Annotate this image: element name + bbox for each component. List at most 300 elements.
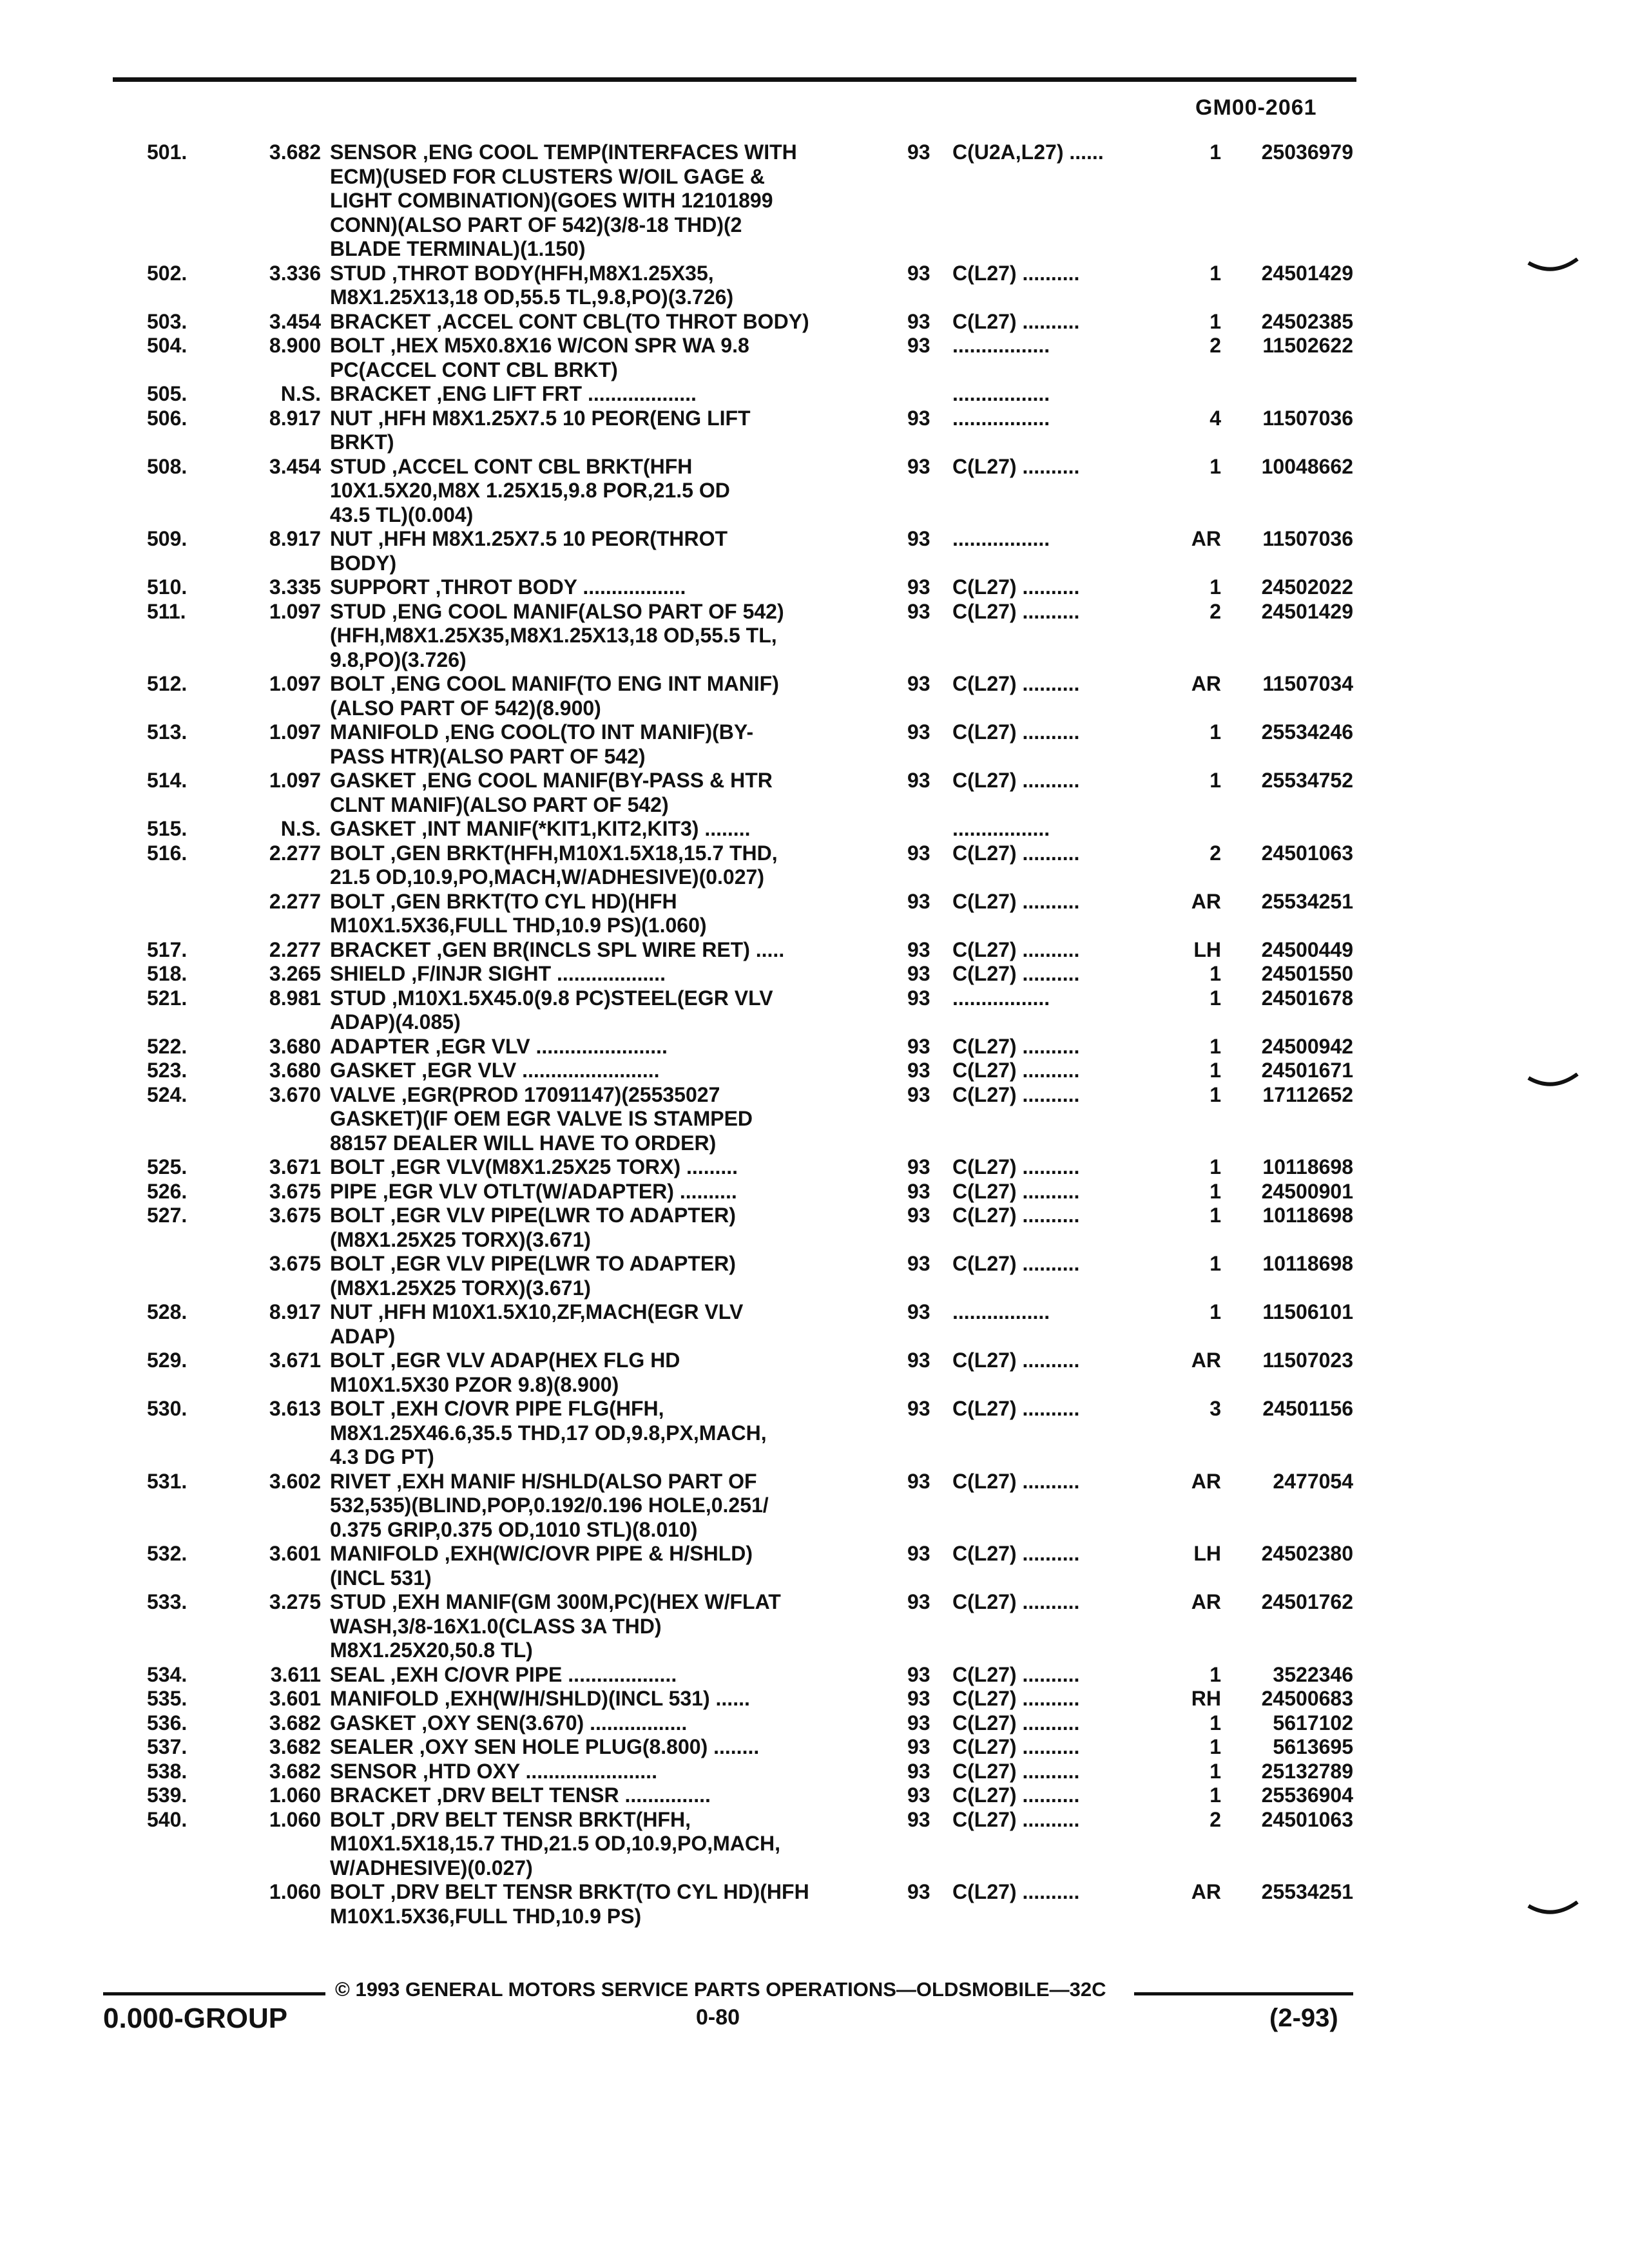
parts-row: [0, 1083, 1629, 1156]
quantity: 1: [1210, 1204, 1221, 1227]
part-number: 24500901: [1261, 1179, 1353, 1203]
quantity: 4: [1210, 406, 1221, 430]
usage-code: C(L27) ..........: [952, 1759, 1080, 1783]
group-number: 3.680: [269, 1059, 321, 1082]
top-rule: [113, 77, 1356, 82]
part-description: STUD ,ENG COOL MANIF(ALSO PART OF 542) (HFH,M8X1.25X35,M8X1.25X13,18 OD,55.5 TL, 9.8,PO)(3.726): [330, 599, 784, 671]
model-year: 93: [907, 1397, 930, 1420]
model-year: 93: [907, 1204, 930, 1227]
part-description: ADAPTER ,EGR VLV .......................: [330, 1034, 668, 1058]
group-number: 8.900: [269, 334, 321, 357]
usage-code: C(U2A,L27) ......: [952, 140, 1104, 164]
parts-row: [0, 407, 1629, 455]
item-number: 508.: [147, 454, 188, 478]
group-number: 3.682: [269, 1711, 321, 1735]
quantity: 2: [1210, 841, 1221, 865]
item-number: 505.: [147, 382, 188, 405]
part-description: SUPPORT ,THROT BODY ..................: [330, 575, 686, 599]
model-year: 93: [907, 1807, 930, 1831]
part-number: 11502622: [1262, 334, 1353, 357]
group-number: 3.611: [270, 1662, 321, 1686]
group-number: 1.097: [269, 769, 321, 792]
model-year: 93: [907, 575, 930, 599]
model-year: 93: [907, 140, 930, 164]
item-number: 528.: [147, 1300, 188, 1323]
usage-code: C(L27) ..........: [952, 454, 1080, 478]
parts-row: [0, 1663, 1629, 1687]
group-number: 1.060: [269, 1880, 321, 1903]
quantity: 1: [1210, 769, 1221, 792]
parts-row: [0, 817, 1629, 841]
part-number: 24502022: [1261, 575, 1353, 599]
parts-row: [0, 455, 1629, 528]
quantity: AR: [1191, 1349, 1221, 1372]
parts-row: [0, 962, 1629, 986]
part-number: 17112652: [1262, 1082, 1353, 1106]
quantity: 3: [1210, 1397, 1221, 1420]
part-number: 2477054: [1273, 1469, 1353, 1493]
part-description: BOLT ,GEN BRKT(TO CYL HD)(HFH M10X1.5X36,FULL THD,10.9 PS)(1.060): [330, 889, 707, 937]
model-year: 93: [907, 889, 930, 913]
usage-code: C(L27) ..........: [952, 672, 1080, 695]
parts-row: [0, 600, 1629, 673]
group-number: N.S.: [280, 382, 321, 405]
model-year: 93: [907, 454, 930, 478]
usage-code: .................: [952, 986, 1050, 1010]
quantity: AR: [1191, 1880, 1221, 1903]
group-number: 3.454: [269, 309, 321, 333]
part-description: NUT ,HFH M8X1.25X7.5 10 PEOR(THROT BODY): [330, 527, 728, 575]
group-number: 8.917: [269, 527, 321, 550]
page-number: 0-80: [696, 2005, 740, 2030]
parts-row: [0, 1590, 1629, 1663]
parts-row: [0, 720, 1629, 769]
group-number: 3.682: [269, 1735, 321, 1758]
part-description: BRACKET ,ACCEL CONT CBL(TO THROT BODY): [330, 309, 809, 333]
parts-row: [0, 938, 1629, 963]
usage-code: C(L27) ..........: [952, 1082, 1080, 1106]
group-number: 3.265: [269, 962, 321, 985]
group-number: N.S.: [280, 817, 321, 840]
usage-code: C(L27) ..........: [952, 575, 1080, 599]
group-number: 3.602: [269, 1469, 321, 1493]
item-number: 504.: [147, 334, 188, 357]
model-year: 93: [907, 937, 930, 961]
quantity: RH: [1191, 1687, 1221, 1710]
item-number: 511.: [147, 599, 186, 623]
usage-code: C(L27) ..........: [952, 1034, 1080, 1058]
quantity: 1: [1210, 1059, 1221, 1082]
part-description: SEALER ,OXY SEN HOLE PLUG(8.800) ........: [330, 1735, 760, 1758]
quantity: 1: [1210, 1662, 1221, 1686]
part-description: BOLT ,EGR VLV PIPE(LWR TO ADAPTER) (M8X1.25X25 TORX)(3.671): [330, 1252, 736, 1300]
group-number: 1.060: [269, 1807, 321, 1831]
quantity: AR: [1191, 1590, 1221, 1613]
part-number: 24501671: [1261, 1059, 1353, 1082]
document-code: GM00-2061: [1195, 95, 1317, 120]
parts-row: [0, 841, 1629, 890]
group-number: 3.275: [269, 1590, 321, 1613]
part-number: 25534251: [1261, 889, 1353, 913]
model-year: 93: [907, 1155, 930, 1178]
group-number: 1.097: [269, 672, 321, 695]
part-description: PIPE ,EGR VLV OTLT(W/ADAPTER) ..........: [330, 1179, 737, 1203]
group-number: 3.682: [269, 140, 321, 164]
parts-row: [0, 890, 1629, 938]
group-number: 3.675: [269, 1252, 321, 1275]
item-number: 503.: [147, 309, 188, 333]
model-year: 93: [907, 1059, 930, 1082]
model-year: 93: [907, 962, 930, 985]
parts-row: [0, 1808, 1629, 1881]
parts-row: [0, 1687, 1629, 1711]
part-description: BOLT ,EGR VLV ADAP(HEX FLG HD M10X1.5X30 PZOR 9.8)(8.900): [330, 1349, 680, 1396]
parts-row: [0, 1735, 1629, 1760]
usage-code: .................: [952, 382, 1050, 405]
item-number: 522.: [147, 1034, 188, 1058]
model-year: 93: [907, 1082, 930, 1106]
part-number: 5617102: [1273, 1711, 1353, 1735]
part-description: STUD ,THROT BODY(HFH,M8X1.25X35, M8X1.25X13,18 OD,55.5 TL,9.8,PO)(3.726): [330, 261, 734, 309]
parts-row: [0, 1035, 1629, 1059]
quantity: 1: [1210, 720, 1221, 744]
model-year: 93: [907, 309, 930, 333]
item-number: 537.: [147, 1735, 188, 1758]
part-number: 24501063: [1261, 841, 1353, 865]
usage-code: C(L27) ..........: [952, 1469, 1080, 1493]
copyright-line: © 1993 GENERAL MOTORS SERVICE PARTS OPERATIONS—OLDSMOBILE—32C: [335, 1978, 1106, 2001]
model-year: 93: [907, 1687, 930, 1710]
quantity: 1: [1210, 962, 1221, 985]
usage-code: C(L27) ..........: [952, 1662, 1080, 1686]
part-description: RIVET ,EXH MANIF H/SHLD(ALSO PART OF 532,535)(BLIND,POP,0.192/0.196 HOLE,0.251/ 0.375 GRIP,0.375 OD,1010 STL)(8.010): [330, 1469, 769, 1541]
part-description: VALVE ,EGR(PROD 17091147)(25535027 GASKET)(IF OEM EGR VALVE IS STAMPED 88157 DEALER WILL HAVE TO ORDER): [330, 1082, 753, 1155]
model-year: 93: [907, 1662, 930, 1686]
part-number: 11507036: [1262, 527, 1353, 550]
usage-code: C(L27) ..........: [952, 1687, 1080, 1710]
model-year: 93: [907, 769, 930, 792]
group-number: 8.917: [269, 1300, 321, 1323]
item-number: 515.: [147, 817, 188, 840]
model-year: 93: [907, 986, 930, 1010]
item-number: 514.: [147, 769, 188, 792]
group-label: 0.000-GROUP: [103, 2003, 288, 2034]
part-number: 24502385: [1261, 309, 1353, 333]
part-number: 11507034: [1262, 672, 1353, 695]
item-number: 512.: [147, 672, 188, 695]
usage-code: C(L27) ..........: [952, 1059, 1080, 1082]
part-description: BOLT ,DRV BELT TENSR BRKT(HFH, M10X1.5X18,15.7 THD,21.5 OD,10.9,PO,MACH, W/ADHESIVE)(0.027): [330, 1807, 780, 1879]
model-year: 93: [907, 1179, 930, 1203]
usage-code: C(L27) ..........: [952, 1155, 1080, 1178]
part-description: NUT ,HFH M8X1.25X7.5 10 PEOR(ENG LIFT BRKT): [330, 406, 751, 454]
group-number: 3.675: [269, 1204, 321, 1227]
group-number: 1.060: [269, 1783, 321, 1807]
quantity: AR: [1191, 672, 1221, 695]
quantity: 2: [1210, 599, 1221, 623]
quantity: 1: [1210, 1155, 1221, 1178]
model-year: 93: [907, 1759, 930, 1783]
group-number: 2.277: [269, 937, 321, 961]
part-description: GASKET ,EGR VLV ........................: [330, 1059, 660, 1082]
parts-row: [0, 1880, 1629, 1928]
usage-code: .................: [952, 406, 1050, 430]
quantity: AR: [1191, 889, 1221, 913]
usage-code: C(L27) ..........: [952, 769, 1080, 792]
usage-code: C(L27) ..........: [952, 1397, 1080, 1420]
model-year: 93: [907, 1590, 930, 1613]
usage-code: C(L27) ..........: [952, 1783, 1080, 1807]
quantity: AR: [1191, 1469, 1221, 1493]
model-year: 93: [907, 1735, 930, 1758]
part-description: GASKET ,OXY SEN(3.670) .................: [330, 1711, 688, 1735]
part-number: 3522346: [1273, 1662, 1353, 1686]
part-description: SHIELD ,F/INJR SIGHT ...................: [330, 962, 666, 985]
part-number: 10118698: [1262, 1204, 1353, 1227]
item-number: 527.: [147, 1204, 188, 1227]
quantity: 2: [1210, 334, 1221, 357]
part-description: STUD ,ACCEL CONT CBL BRKT(HFH 10X1.5X20,M8X 1.25X15,9.8 POR,21.5 OD 43.5 TL)(0.004): [330, 454, 730, 526]
parts-row: [0, 575, 1629, 600]
quantity: AR: [1191, 527, 1221, 550]
group-number: 3.682: [269, 1759, 321, 1783]
item-number: 521.: [147, 986, 188, 1010]
usage-code: C(L27) ..........: [952, 1880, 1080, 1903]
model-year: 93: [907, 1542, 930, 1565]
model-year: 93: [907, 1711, 930, 1735]
item-number: 536.: [147, 1711, 188, 1735]
usage-code: C(L27) ..........: [952, 309, 1080, 333]
part-number: 24501156: [1262, 1397, 1353, 1420]
item-number: 529.: [147, 1349, 188, 1372]
group-number: 2.277: [269, 841, 321, 865]
parts-row: [0, 672, 1629, 720]
quantity: 1: [1210, 309, 1221, 333]
part-number: 11507023: [1262, 1349, 1353, 1372]
usage-code: .................: [952, 1300, 1050, 1323]
quantity: 1: [1210, 1300, 1221, 1323]
part-description: MANIFOLD ,ENG COOL(TO INT MANIF)(BY- PASS HTR)(ALSO PART OF 542): [330, 720, 754, 768]
part-description: STUD ,EXH MANIF(GM 300M,PC)(HEX W/FLAT WASH,3/8-16X1.0(CLASS 3A THD) M8X1.25X20,50.8 TL): [330, 1590, 781, 1662]
group-number: 8.917: [269, 406, 321, 430]
item-number: 540.: [147, 1807, 188, 1831]
quantity: 1: [1210, 261, 1221, 285]
part-number: 11506101: [1262, 1300, 1353, 1323]
parts-row: [0, 382, 1629, 407]
part-number: 5613695: [1273, 1735, 1353, 1758]
part-number: 24501429: [1261, 261, 1353, 285]
parts-row: [0, 310, 1629, 334]
usage-code: .................: [952, 527, 1050, 550]
quantity: 1: [1210, 986, 1221, 1010]
part-description: SENSOR ,ENG COOL TEMP(INTERFACES WITH ECM)(USED FOR CLUSTERS W/OIL GAGE & LIGHT COMBINATION)(GOES WITH 12101899 CONN)(ALSO PART OF 542)(3/8-18 THD)(2 BLADE TERMINAL)(1.150): [330, 140, 797, 260]
item-number: 524.: [147, 1082, 188, 1106]
model-year: 93: [907, 720, 930, 744]
item-number: 501.: [147, 140, 188, 164]
model-year: 93: [907, 1252, 930, 1275]
footer-rule-left: [103, 1992, 325, 1995]
item-number: 517.: [147, 937, 188, 961]
parts-row: [0, 262, 1629, 310]
part-number: 25534246: [1261, 720, 1353, 744]
part-description: BRACKET ,ENG LIFT FRT ...................: [330, 382, 697, 405]
parts-row: [0, 1180, 1629, 1204]
item-number: 513.: [147, 720, 188, 744]
parts-row: [0, 1300, 1629, 1349]
model-year: 93: [907, 1469, 930, 1493]
usage-code: C(L27) ..........: [952, 1711, 1080, 1735]
part-description: BOLT ,EGR VLV PIPE(LWR TO ADAPTER) (M8X1.25X25 TORX)(3.671): [330, 1204, 736, 1251]
item-number: 502.: [147, 261, 188, 285]
usage-code: C(L27) ..........: [952, 841, 1080, 865]
part-number: 24502380: [1261, 1542, 1353, 1565]
margin-tick-mark: [1527, 1901, 1579, 1920]
part-description: BOLT ,EXH C/OVR PIPE FLG(HFH, M8X1.25X46.6,35.5 THD,17 OD,9.8,PX,MACH, 4.3 DG PT): [330, 1397, 767, 1468]
part-description: GASKET ,INT MANIF(*KIT1,KIT2,KIT3) ........: [330, 817, 751, 840]
usage-code: C(L27) ..........: [952, 937, 1080, 961]
usage-code: .................: [952, 817, 1050, 840]
item-number: 506.: [147, 406, 188, 430]
part-number: 10118698: [1262, 1155, 1353, 1178]
part-description: SENSOR ,HTD OXY .......................: [330, 1759, 657, 1783]
usage-code: C(L27) ..........: [952, 261, 1080, 285]
item-number: 534.: [147, 1662, 188, 1686]
date-code: (2-93): [1269, 2004, 1338, 2032]
margin-tick-mark: [1527, 1073, 1579, 1092]
usage-code: C(L27) ..........: [952, 1807, 1080, 1831]
usage-code: C(L27) ..........: [952, 1252, 1080, 1275]
group-number: 3.335: [269, 575, 321, 599]
parts-row: [0, 527, 1629, 575]
model-year: 93: [907, 406, 930, 430]
quantity: 1: [1210, 575, 1221, 599]
item-number: 516.: [147, 841, 188, 865]
quantity: 2: [1210, 1807, 1221, 1831]
part-number: 10118698: [1262, 1252, 1353, 1275]
item-number: 510.: [147, 575, 188, 599]
quantity: 1: [1210, 1082, 1221, 1106]
part-number: 24501762: [1261, 1590, 1353, 1613]
group-number: 3.671: [269, 1155, 321, 1178]
group-number: 3.680: [269, 1034, 321, 1058]
group-number: 3.601: [269, 1542, 321, 1565]
quantity: 1: [1210, 1735, 1221, 1758]
part-number: 25534752: [1261, 769, 1353, 792]
model-year: 93: [907, 1349, 930, 1372]
quantity: 1: [1210, 1711, 1221, 1735]
usage-code: .................: [952, 334, 1050, 357]
model-year: 93: [907, 599, 930, 623]
parts-row: [0, 1397, 1629, 1470]
model-year: 93: [907, 672, 930, 695]
usage-code: C(L27) ..........: [952, 962, 1080, 985]
parts-row: [0, 1204, 1629, 1252]
item-number: 538.: [147, 1759, 188, 1783]
part-number: 25534251: [1261, 1880, 1353, 1903]
part-description: BOLT ,EGR VLV(M8X1.25X25 TORX) .........: [330, 1155, 738, 1178]
model-year: 93: [907, 334, 930, 357]
group-number: 3.670: [269, 1082, 321, 1106]
part-number: 24501429: [1261, 599, 1353, 623]
item-number: 530.: [147, 1397, 188, 1420]
model-year: 93: [907, 1300, 930, 1323]
item-number: 526.: [147, 1179, 188, 1203]
part-description: BRACKET ,GEN BR(INCLS SPL WIRE RET) .....: [330, 937, 785, 961]
part-description: SEAL ,EXH C/OVR PIPE ...................: [330, 1662, 677, 1686]
model-year: 93: [907, 1880, 930, 1903]
quantity: LH: [1193, 937, 1221, 961]
part-description: BOLT ,GEN BRKT(HFH,M10X1.5X18,15.7 THD, 21.5 OD,10.9,PO,MACH,W/ADHESIVE)(0.027): [330, 841, 778, 889]
part-number: 10048662: [1261, 454, 1353, 478]
usage-code: C(L27) ..........: [952, 889, 1080, 913]
quantity: 1: [1210, 1252, 1221, 1275]
parts-row: [0, 986, 1629, 1035]
model-year: 93: [907, 1783, 930, 1807]
part-number: 24500942: [1261, 1034, 1353, 1058]
item-number: 518.: [147, 962, 188, 985]
parts-row: [0, 1059, 1629, 1083]
part-number: 25036979: [1261, 140, 1353, 164]
model-year: 93: [907, 841, 930, 865]
quantity: 1: [1210, 1759, 1221, 1783]
parts-list: [0, 140, 1629, 1928]
item-number: 525.: [147, 1155, 188, 1178]
part-description: STUD ,M10X1.5X45.0(9.8 PC)STEEL(EGR VLV ADAP)(4.085): [330, 986, 773, 1033]
model-year: 93: [907, 527, 930, 550]
parts-row: [0, 334, 1629, 382]
group-number: 3.613: [269, 1397, 321, 1420]
group-number: 1.097: [269, 599, 321, 623]
usage-code: C(L27) ..........: [952, 1735, 1080, 1758]
quantity: 1: [1210, 1179, 1221, 1203]
part-number: 24501678: [1261, 986, 1353, 1010]
parts-row: [0, 1470, 1629, 1542]
part-number: 24500449: [1261, 937, 1353, 961]
part-description: MANIFOLD ,EXH(W/C/OVR PIPE & H/SHLD) (INCL 531): [330, 1542, 753, 1590]
margin-tick-mark: [1527, 258, 1579, 277]
part-number: 24500683: [1261, 1687, 1353, 1710]
usage-code: C(L27) ..........: [952, 599, 1080, 623]
quantity: LH: [1193, 1542, 1221, 1565]
part-number: 24501063: [1261, 1807, 1353, 1831]
part-number: 11507036: [1262, 406, 1353, 430]
part-number: 25536904: [1261, 1783, 1353, 1807]
item-number: 509.: [147, 527, 188, 550]
parts-row: [0, 1711, 1629, 1736]
usage-code: C(L27) ..........: [952, 1349, 1080, 1372]
item-number: 533.: [147, 1590, 188, 1613]
part-description: MANIFOLD ,EXH(W/H/SHLD)(INCL 531) ......: [330, 1687, 750, 1710]
item-number: 523.: [147, 1059, 188, 1082]
quantity: 1: [1210, 1034, 1221, 1058]
quantity: 1: [1210, 454, 1221, 478]
parts-row: [0, 1783, 1629, 1808]
part-description: NUT ,HFH M10X1.5X10,ZF,MACH(EGR VLV ADAP): [330, 1300, 744, 1348]
model-year: 93: [907, 1034, 930, 1058]
footer-rule-right: [1134, 1992, 1353, 1995]
group-number: 3.336: [269, 261, 321, 285]
parts-row: [0, 1542, 1629, 1590]
quantity: 1: [1210, 140, 1221, 164]
part-description: GASKET ,ENG COOL MANIF(BY-PASS & HTR CLNT MANIF)(ALSO PART OF 542): [330, 769, 773, 816]
part-number: 24501550: [1261, 962, 1353, 985]
group-number: 3.454: [269, 454, 321, 478]
item-number: 535.: [147, 1687, 188, 1710]
part-number: 25132789: [1261, 1759, 1353, 1783]
usage-code: C(L27) ..........: [952, 1590, 1080, 1613]
usage-code: C(L27) ..........: [952, 1179, 1080, 1203]
usage-code: C(L27) ..........: [952, 1542, 1080, 1565]
